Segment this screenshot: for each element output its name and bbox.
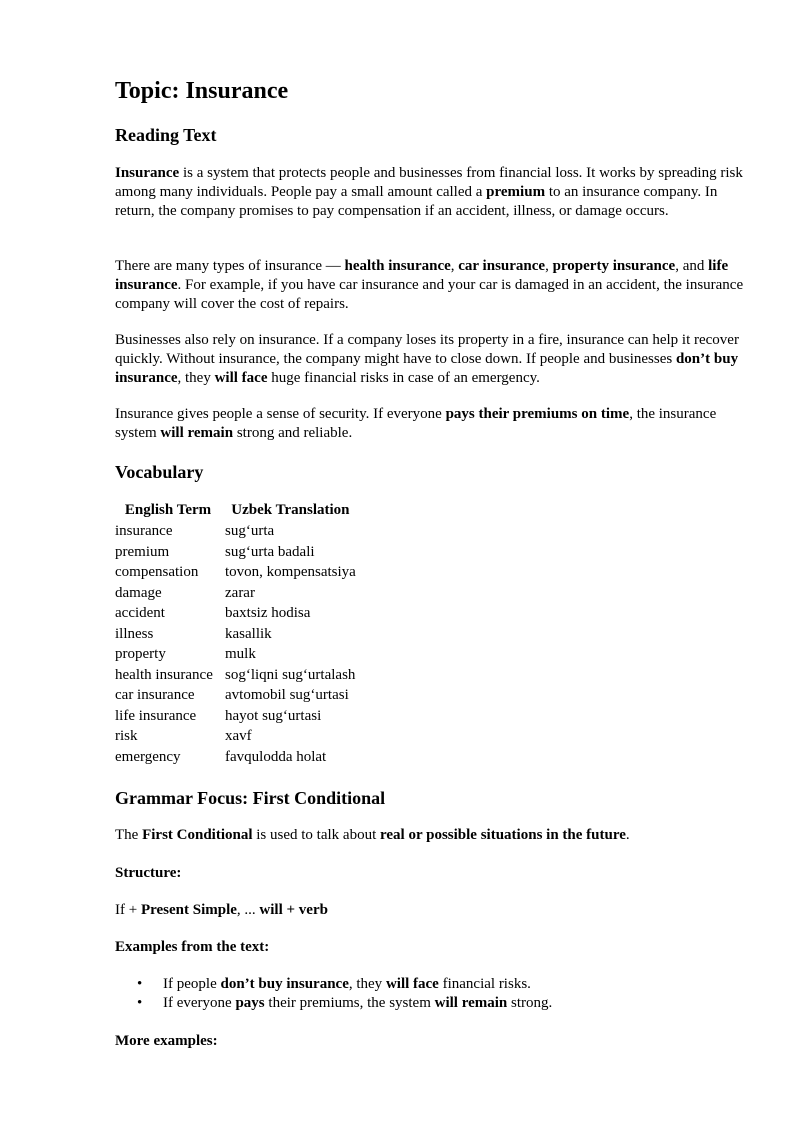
- text-run: is a system that protects people and businesses from financial loss. It works by spreading risk among many individuals. People pay a small amount called a: [115, 165, 743, 200]
- reading-paragraph-2: [115, 257, 745, 314]
- bold-text: will + verb: [259, 902, 328, 918]
- english-term: insurance: [115, 523, 173, 540]
- bold-text: will remain: [434, 995, 508, 1011]
- vocabulary-row: [115, 542, 356, 563]
- english-term: risk: [115, 728, 138, 745]
- text-run: If people: [163, 976, 221, 992]
- uzbek-translation: sug‘urta badali: [225, 543, 315, 560]
- bold-text: car insurance: [458, 258, 546, 274]
- text-run: Insurance gives people a sense of security. If everyone: [115, 406, 446, 422]
- vocabulary-row: [115, 562, 356, 583]
- reading-paragraph-4: [115, 405, 745, 443]
- text-run: strong and reliable.: [233, 425, 353, 441]
- reading-paragraph-3: [115, 331, 745, 388]
- grammar-intro: [115, 826, 745, 845]
- text-run: , they: [348, 976, 386, 992]
- text-run: , and: [675, 258, 709, 274]
- column-header-uzbek: Uzbek Translation: [231, 502, 350, 518]
- bold-text: pays their premiums on time: [445, 406, 630, 422]
- vocabulary-table-body: [115, 521, 356, 767]
- example-item: [115, 975, 552, 994]
- text-run: ,: [545, 258, 553, 274]
- text-run: huge financial risks in case of an emergency.: [267, 370, 540, 386]
- uzbek-translation: kasallik: [225, 625, 272, 642]
- text-run: .: [625, 827, 630, 843]
- vocabulary-row: [115, 644, 356, 665]
- bold-text: property insurance: [552, 258, 676, 274]
- bold-text: don’t buy insurance: [220, 976, 349, 992]
- uzbek-translation: avtomobil sug‘urtasi: [225, 687, 349, 704]
- bold-text: Present Simple: [140, 902, 237, 918]
- bold-text: will face: [214, 370, 268, 386]
- text-run: , the insurance system: [115, 406, 717, 441]
- english-term: illness: [115, 625, 154, 642]
- grammar-heading: Grammar Focus: First Conditional: [115, 788, 386, 808]
- bold-text: will face: [385, 976, 439, 992]
- english-term: premium: [115, 543, 170, 560]
- vocabulary-row: [115, 624, 356, 645]
- more-examples-label: More examples:: [115, 1033, 218, 1049]
- structure-formula: [115, 901, 745, 920]
- english-term: emergency: [115, 748, 181, 765]
- text-run: , they: [177, 370, 215, 386]
- vocabulary-row: [115, 685, 356, 706]
- english-term: compensation: [115, 564, 199, 581]
- english-term: life insurance: [115, 707, 197, 724]
- text-run: strong.: [507, 995, 553, 1011]
- text-run: ,: [450, 258, 459, 274]
- text-run: . For example, if you have car insurance and your car is damaged in an accident, the insurance company will cover the cost of repairs.: [115, 277, 744, 312]
- vocabulary-row: [115, 706, 356, 727]
- uzbek-translation: tovon, kompensatsiya: [225, 564, 356, 581]
- reading-paragraph-1: [115, 164, 745, 221]
- bold-text: premium: [486, 184, 546, 200]
- uzbek-translation: hayot sug‘urtasi: [225, 707, 322, 724]
- vocabulary-row: [115, 665, 356, 686]
- vocabulary-row: [115, 726, 356, 747]
- page-title: Topic: Insurance: [115, 78, 289, 104]
- uzbek-translation: zarar: [225, 584, 255, 601]
- vocabulary-row: [115, 521, 356, 542]
- vocabulary-heading: Vocabulary: [115, 462, 204, 482]
- bold-text: Insurance: [115, 165, 180, 181]
- uzbek-translation: sug‘urta: [225, 523, 275, 540]
- vocabulary-table: [115, 499, 356, 767]
- text-run: their premiums, the system: [264, 995, 435, 1011]
- bold-text: don’t buy insurance: [115, 351, 739, 386]
- uzbek-translation: xavf: [225, 728, 252, 745]
- vocabulary-header-row: [115, 499, 356, 521]
- text-run: financial risks.: [438, 976, 531, 992]
- bold-text: pays: [235, 995, 265, 1011]
- reading-heading: Reading Text: [115, 125, 217, 145]
- bold-text: life insurance: [115, 258, 729, 293]
- text-run: If everyone: [163, 995, 236, 1011]
- text-run: to an insurance company. In return, the company promises to pay compensation if an accident, illness, or damage occurs.: [115, 184, 718, 219]
- bold-text: will remain: [160, 425, 234, 441]
- english-term: health insurance: [115, 666, 213, 683]
- vocabulary-row: [115, 603, 356, 624]
- bold-text: health insurance: [344, 258, 451, 274]
- column-header-english: English Term: [124, 502, 212, 518]
- english-term: damage: [115, 584, 162, 601]
- text-run: , ...: [236, 902, 260, 918]
- text-run: is used to talk about: [252, 827, 381, 843]
- bold-text: real or possible situations in the future: [380, 827, 626, 843]
- vocabulary-row: [115, 583, 356, 604]
- english-term: accident: [115, 605, 165, 622]
- structure-label: Structure:: [115, 865, 182, 881]
- bold-text: First Conditional: [142, 827, 253, 843]
- text-run: There are many types of insurance —: [115, 258, 345, 274]
- uzbek-translation: mulk: [225, 646, 256, 663]
- examples-label: Examples from the text:: [115, 939, 270, 955]
- text-run: The: [115, 827, 143, 843]
- text-run: Businesses also rely on insurance. If a company loses its property in a fire, insurance can help it recover quickly. Without insurance, the company might have to close down. If people and businesses: [115, 332, 739, 367]
- vocabulary-row: [115, 747, 356, 768]
- example-item: [115, 994, 552, 1013]
- english-term: car insurance: [115, 687, 195, 704]
- english-term: property: [115, 646, 166, 663]
- uzbek-translation: baxtsiz hodisa: [225, 605, 311, 622]
- uzbek-translation: favqulodda holat: [225, 748, 327, 765]
- text-run: If +: [115, 902, 141, 918]
- examples-list: [115, 975, 552, 1013]
- uzbek-translation: sog‘liqni sug‘urtalash: [225, 666, 356, 683]
